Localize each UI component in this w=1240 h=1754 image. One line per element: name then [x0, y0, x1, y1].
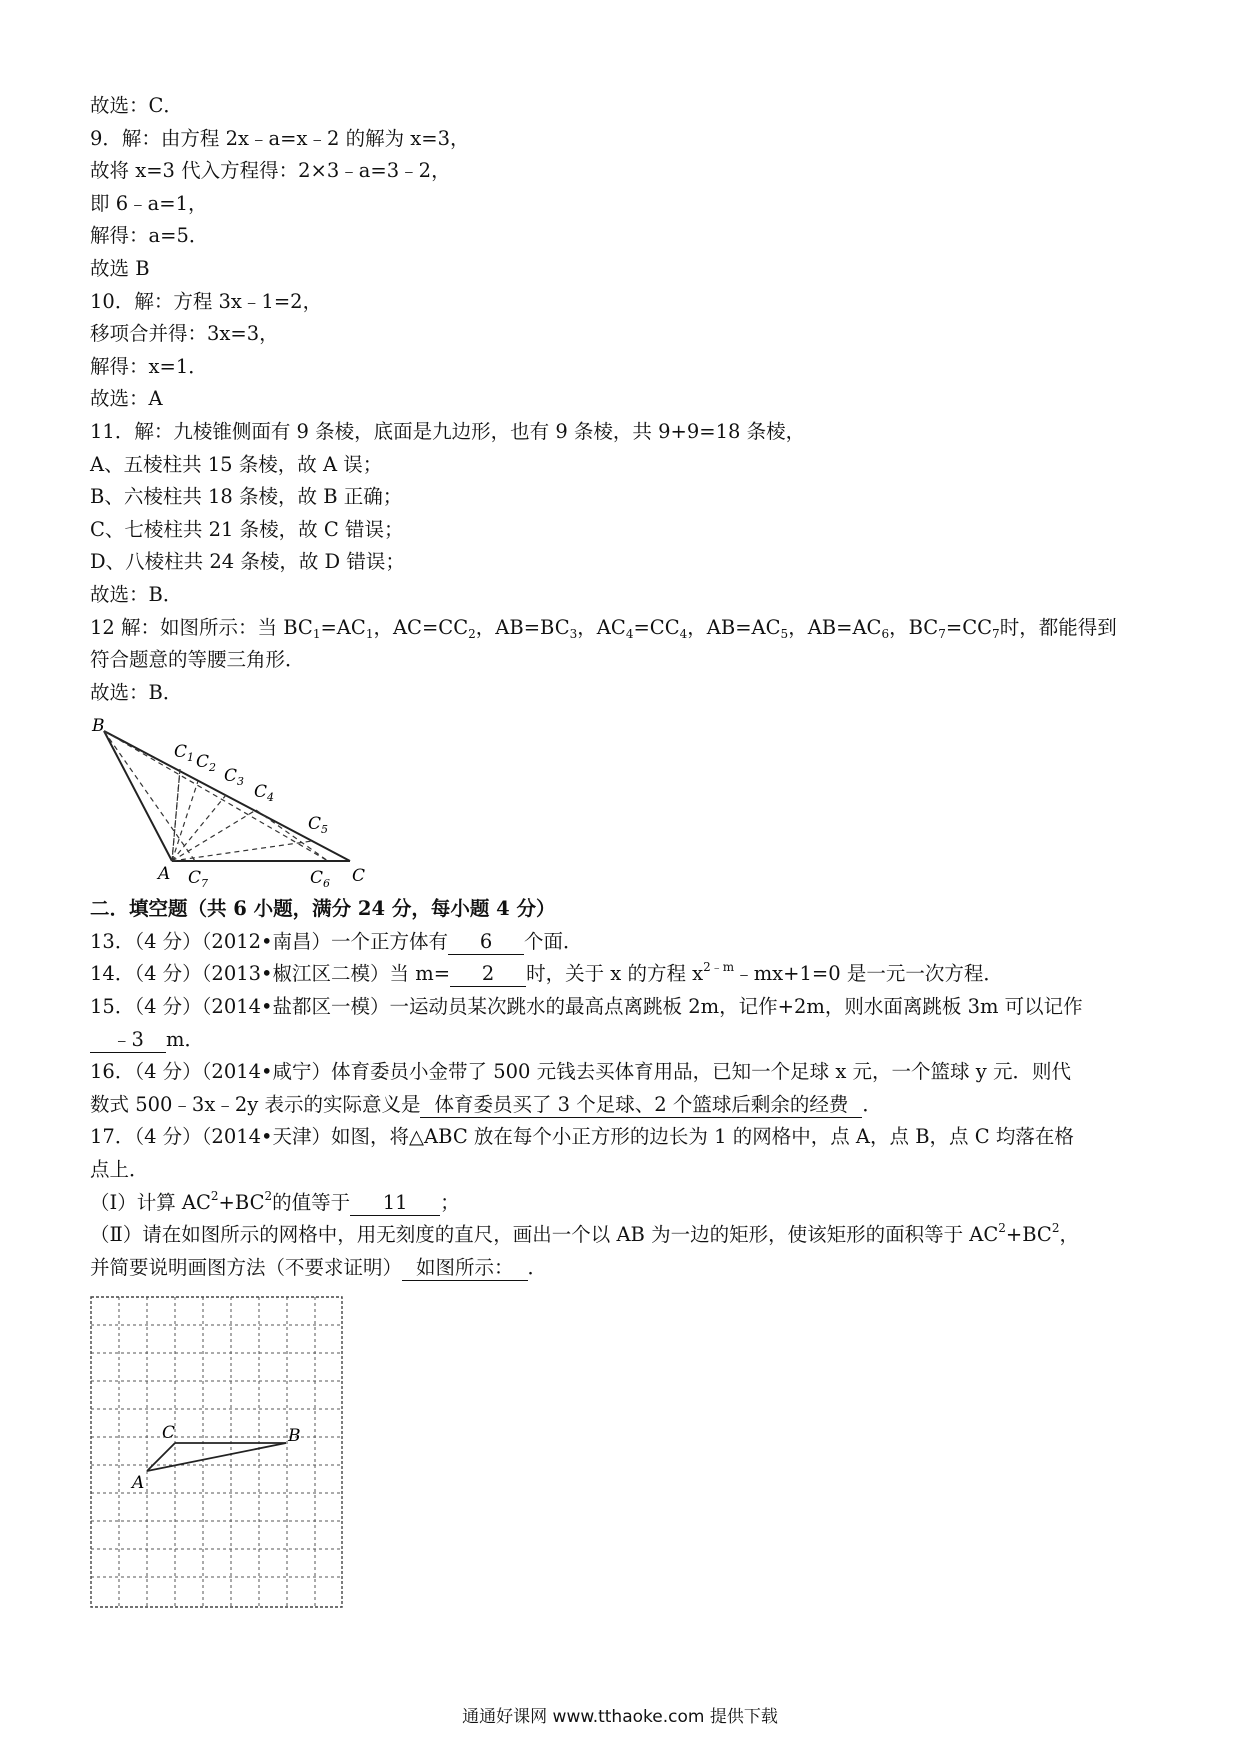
question-17-part-2-line-2: 并简要说明画图方法（不要求证明） 如图所示： ．: [90, 1255, 548, 1279]
text-line: 9．解：由方程 2x﹣a=x﹣2 的解为 x=3，: [90, 126, 470, 150]
text-line: A、五棱柱共 15 条棱，故 A 误；: [90, 452, 383, 476]
grid-label-b: B: [288, 1426, 301, 1447]
text-line: 故选 B: [90, 256, 150, 280]
question-16-line-2: 数式 500﹣3x﹣2y 表示的实际意义是 体育委员买了 3 个足球、2 个篮球后剩余的经费 ．: [90, 1092, 882, 1116]
grid-figure: [90, 1296, 350, 1622]
answer-blank: ﹣3: [90, 1028, 166, 1053]
answer-blank: 11: [350, 1191, 440, 1216]
dash-a-c4: [172, 810, 256, 861]
label-c4: $C_4$: [254, 782, 275, 805]
text-line: 11．解：九棱锥侧面有 9 条棱，底面是九边形，也有 9 条棱，共 9+9=18 条棱，: [90, 419, 806, 443]
text-line: B、六棱柱共 18 条棱，故 B 正确；: [90, 485, 403, 509]
grid-label-c: C: [162, 1423, 176, 1444]
question-13: 13．（4 分）（2012•南昌）一个正方体有 6 个面．: [90, 929, 583, 953]
text-line: 解得：x=1．: [90, 354, 208, 378]
label-c3: $C_3$: [224, 766, 245, 789]
grid-label-a: A: [132, 1473, 145, 1494]
label-c6: $C_6$: [310, 868, 331, 891]
document-body: [90, 90, 1160, 1622]
answer-blank: 体育委员买了 3 个足球、2 个篮球后剩余的经费: [420, 1093, 862, 1118]
segment-ab: [147, 1443, 286, 1471]
question-14: 14．（4 分）（2013•椒江区二模）当 m= 2 时，关于 x 的方程 $x^{2﹣m}﹣mx+1=0$ 是一元一次方程．: [90, 960, 1003, 986]
text-line: 即 6﹣a=1，: [90, 191, 208, 215]
label-b: B: [92, 716, 105, 737]
label-c5: $C_5$: [308, 814, 329, 837]
question-17-part-2: （Ⅱ）请在如图所示的网格中，用无刻度的直尺，画出一个以 AB 为一边的矩形，使该矩形的面积等于 $AC^2+BC^2$，: [90, 1221, 1080, 1247]
q12-line-1: 12 解：如图所示：当 $BC_1=AC_1$，$AC=CC_2$，$AB=BC_3$，$AC_4=CC_4$，$AB=AC_5$，$AB=AC_6$，$BC_7=CC_7$时，都能得到: [90, 615, 1117, 641]
text-line: 10．解：方程 3x﹣1=2，: [90, 289, 323, 313]
text-line: 故选：A: [90, 387, 163, 411]
section-heading: 二．填空题（共 6 小题，满分 24 分，每小题 4 分）: [90, 897, 556, 921]
q12-line-2: 符合题意的等腰三角形．: [90, 648, 305, 672]
question-16: 16．（4 分）（2014•咸宁）体育委员小金带了 500 元钱去买体育用品，已知一个足球 x 元，一个篮球 y 元．则代: [90, 1060, 1071, 1084]
label-c7: $C_7$: [188, 868, 209, 891]
grid-border: [91, 1297, 342, 1607]
label-a: A: [158, 864, 171, 885]
question-17-line-2: 点上．: [90, 1158, 149, 1182]
label-c: C: [352, 866, 366, 887]
text-line: 移项合并得：3x=3，: [90, 322, 279, 346]
side-bc: [104, 731, 350, 861]
page-footer: 通通好课网 www.tthaoke.com 提供下载: [462, 1707, 778, 1727]
label-c1: $C_1$: [174, 742, 195, 765]
dash-a-c3: [172, 795, 226, 861]
text-line: D、八棱柱共 24 条棱，故 D 错误；: [90, 550, 405, 574]
text-line: 故选：C．: [90, 94, 183, 117]
text-line: 解得：a=5．: [90, 224, 209, 248]
text-line: 故选：B．: [90, 680, 183, 704]
answer-blank: 6: [448, 930, 524, 955]
question-15: 15．（4 分）（2014•盐都区一模）一运动员某次跳水的最高点离跳板 2m，记作+2m，则水面离跳板 3m 可以记作: [90, 995, 1083, 1019]
label-c2: $C_2$: [196, 752, 217, 775]
text-line: 故选：B．: [90, 582, 183, 606]
text-line: C、七棱柱共 21 条棱，故 C 错误；: [90, 517, 404, 541]
question-17: 17．（4 分）（2014•天津）如图，将△ABC 放在每个小正方形的边长为 1 的网格中，点 A，点 B，点 C 均落在格: [90, 1125, 1074, 1149]
answer-blank: 如图所示：: [402, 1256, 528, 1281]
triangle-figure: [90, 711, 390, 893]
question-17-part-1: （Ⅰ）计算 $AC^2+BC^2$的值等于 11 ；: [90, 1188, 460, 1214]
text-line: 故将 x=3 代入方程得：2×3﹣a=3﹣2，: [90, 159, 451, 183]
answer-blank: 2: [450, 962, 526, 987]
question-15-answer-line: ﹣3 m．: [90, 1024, 1160, 1057]
